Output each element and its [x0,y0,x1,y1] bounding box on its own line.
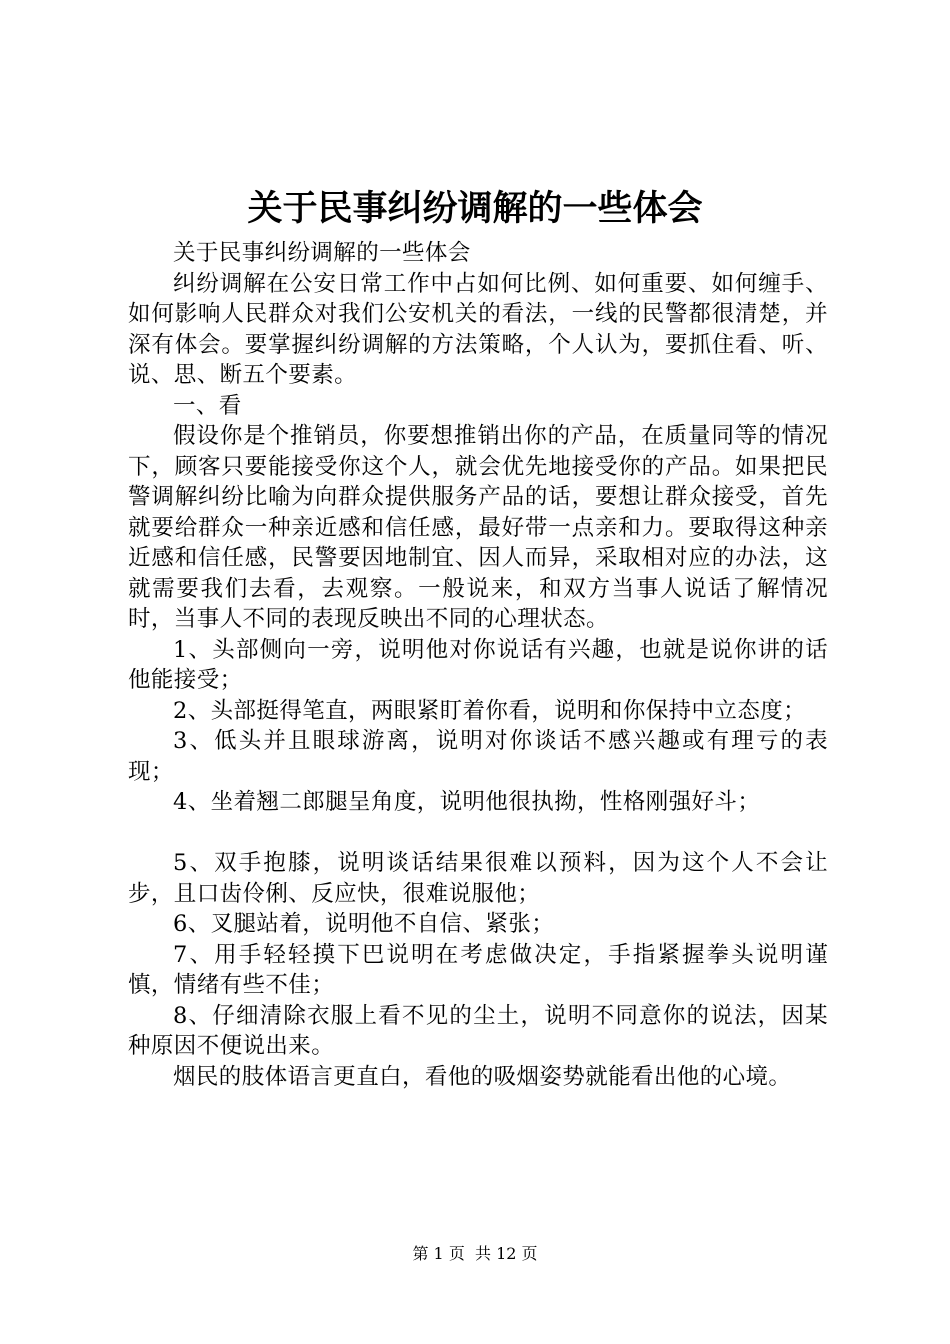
document-body [128,238,828,1092]
page-number-label: 第 1 页 共 12 页 [412,1244,538,1263]
paragraph-intro: 纠纷调解在公安日常工作中占如何比例、如何重要、如何缠手、如何影响人民群众对我们公安机关的看法，一线的民警都很清楚，并深有体会。要掌握纠纷调解的方法策略，个人认为，要抓住看、听、说、思、断五个要素。 [128,270,828,388]
list-item-4: 4、坐着翘二郎腿呈角度，说明他很执拗，性格刚强好斗； [173,789,761,815]
paragraph-smokers: 烟民的肢体语言更直白，看他的吸烟姿势就能看出他的心境。 [173,1063,792,1090]
paragraph-salesman: 假设你是个推销员，你要想推销出你的产品，在质量同等的情况下，顾客只要能接受你这个人，就会优先地接受你的产品。如果把民警调解纠纷比喻为向群众提供服务产品的话，要想让群众接受，首先就要给群众一种亲近感和信任感，最好带一点亲和力。要取得这种亲近感和信任感，民警要因地制宜、因人而异，采取相对应的办法，这就需要我们去看，去观察。一般说来，和双方当事人说话了解情况时，当事人不同的表现反映出不同的心理状态。 [128,423,828,632]
list-item-7: 7、用手轻轻摸下巴说明在考虑做决定，手指紧握拳头说明谨慎，情绪有些不佳； [128,941,828,998]
paragraph-heading-repeat: 关于民事纠纷调解的一些体会 [173,240,471,266]
list-item-2: 2、头部挺得笔直，两眼紧盯着你看，说明和你保持中立态度； [173,697,807,724]
list-item-5: 5、双手抱膝，说明谈话结果很难以预料，因为这个人不会让步，且口齿伶俐、反应快，很难说服他； [128,850,828,907]
document-title: 关于民事纠纷调解的一些体会 [247,188,703,229]
page-footer [0,1242,950,1266]
list-item-1: 1、头部侧向一旁，说明他对你说话有兴趣，也就是说你讲的话他能接受； [128,636,828,693]
list-item-6: 6、叉腿站着，说明他不自信、紧张； [173,911,555,937]
list-item-3: 3、低头并且眼球游离，说明对你谈话不感兴趣或有理亏的表现； [128,728,828,785]
list-item-8: 8、仔细清除衣服上看不见的尘土，说明不同意你的说法，因某种原因不便说出来。 [128,1002,828,1059]
section-heading-look: 一、看 [173,392,242,419]
